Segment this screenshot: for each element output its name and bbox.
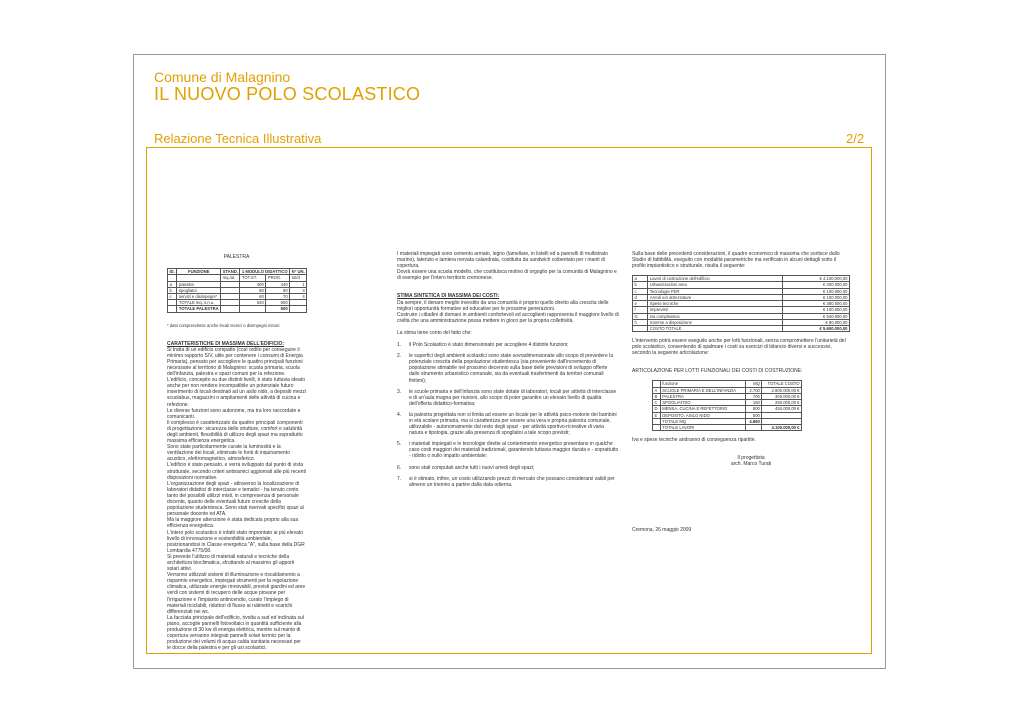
signature-title: Il progettista xyxy=(737,455,765,462)
table-cell: servizi e disimpegni* xyxy=(177,293,221,299)
paragraph: L'organizzazione degli spazi - attraverso la localizzazione di laboratori didattici di interclasse e tematici - ha tenuto conto tanto dei possibili utilizzi misti, in compresenza di personale docente, quanto delle eventuali future crescite della popolazione studentesca. Sono stati riservati specifici spazi al personale docente ed ATA. xyxy=(167,480,304,518)
paragraph: Sono state particolarmente curate la luminosità e la ventilazione dei locali, eliminate le fonti di inquinamento acustico, elettromagnetico, atmosferico. xyxy=(167,444,290,463)
table-header-row xyxy=(168,269,307,275)
list-item xyxy=(397,465,619,471)
page-number: 2/2 xyxy=(846,131,865,146)
table-cell: 70 xyxy=(266,293,290,299)
table-cell: B xyxy=(653,393,661,399)
column-middle xyxy=(397,251,619,493)
lots-table xyxy=(652,380,802,431)
table-cell xyxy=(653,424,661,430)
table-cell: c xyxy=(633,288,648,294)
table-cell: 60 xyxy=(240,293,266,299)
table-cell: TOTALE mq. s.n.u. xyxy=(177,300,221,306)
table-cell: 600 xyxy=(266,300,290,306)
palestra-table xyxy=(167,268,307,312)
table-cell: c xyxy=(168,293,177,299)
table-cell: palestra xyxy=(177,281,221,287)
table-cell: h xyxy=(633,319,648,325)
table-cell: D xyxy=(653,406,661,412)
table-cell: b xyxy=(168,287,177,293)
table-cell: MQ xyxy=(746,381,762,387)
paragraph: L'intero polo scolastico è infatti stato improntato ai più elevato livello di innovazione e sostenibilità ambientale, posizionandosi in Classe energetica "A", sulla base della DGR Lombardia 4775/08. xyxy=(167,529,305,554)
table-cell xyxy=(290,306,307,312)
table-cell: € 540.000,00 xyxy=(782,313,849,319)
table-row xyxy=(653,387,802,393)
table-cell: TOTALE MQ xyxy=(660,418,746,424)
paragraph: Iva e spese tecniche andranno di conseguenza ripartite. xyxy=(632,437,756,444)
table-cell: b xyxy=(633,282,648,288)
paragraph: Dovrà essere una scuola modello, che costituisca motivo di orgoglio per la comunità di Malagnino e di esempio per l'intero territorio cremonese. xyxy=(397,269,617,282)
list-number: 2. xyxy=(397,353,402,360)
table-cell: Lavori di costruzione dell'edificio xyxy=(648,276,782,282)
list-item xyxy=(397,441,619,459)
list-item xyxy=(397,476,619,488)
table-cell: tot/d xyxy=(290,275,307,281)
table-cell: 540 xyxy=(240,300,266,306)
paragraph: La facciata principale dell'edificio, rivolta a sud ed inclinata sul piano, accoglie pannelli fotovoltaici in quantità sufficiente alla produzione di 30 kw di energia elettrica, mentre sul manto di copertura verranno integrati pannelli solari termici per la produzione dei volumi di acqua calda sanitaria necessari per le docce della palestra e per gli usi scolastici. xyxy=(167,614,304,652)
section-title: Relazione Tecnica Illustrativa xyxy=(154,131,322,146)
column-left xyxy=(167,254,306,651)
table-cell: 90 xyxy=(266,287,290,293)
table-cell: MENSA, CUCINA E REFETTORIO xyxy=(660,406,746,412)
table-cell: Tecnologie FER xyxy=(648,288,782,294)
table-cell: 3 xyxy=(290,287,307,293)
table-caption: PALESTRA xyxy=(223,254,250,260)
comune-label: Comune di Malagnino xyxy=(154,69,291,85)
list-number: 5. xyxy=(397,441,402,448)
list-text: i materiali impiegati e le tecnologie dirette al contenimento energetico presentano in qualche caso costi maggiori dei materiali tradizionali, garantendo tuttavia maggior durata e - soprattutto - ridotto o nullo impatto ambientale; xyxy=(409,441,619,460)
paragraph: L'edificio è stato pensato, e verrà sviluppato dal punto di vista strutturale, secondo criteri antisismici aggiornati alle più recenti disposizioni normative. xyxy=(167,462,306,481)
list-number: 3. xyxy=(397,388,402,395)
table-cell: 4.860 xyxy=(746,418,762,424)
table-cell: 600 xyxy=(266,306,290,312)
table-cell: e xyxy=(633,301,648,307)
table-cell: G xyxy=(633,313,648,319)
paragraph: Da sempre, il denaro meglio investito da una comunità è proprio quello diretto alla crescita delle migliori opportunità formative ed educative per le prossime generazioni. xyxy=(397,299,609,312)
paragraph: L'edificio, concepito su due distinti livelli, è stato tuttavia ideato anche per non rendere incompatibile un potenziale futuro inserimento di locali destinati ad un asilo nido, a depositi mezzi scuolabus, magazzini o ampliamenti delle attività di cucina e refezione. xyxy=(167,377,306,408)
table-cell: Urbanizzazioni area xyxy=(648,282,782,288)
column-right xyxy=(632,251,850,533)
table-cell xyxy=(240,306,266,312)
table-cell: Imprevisti xyxy=(648,307,782,313)
list-text: sono stati computati anche tutti i nuovi arredi degli spazi; xyxy=(409,464,535,471)
table-cell: 160 xyxy=(746,400,762,406)
paragraph: Si tratta di un edificio compatto (così ordito per conseguire il minimo rapporto S/V, utile per contenere i consumi di Energia Primaria), pensato per accogliere le quattro principali funzioni necessarie al territorio di Malagnino: scuola primaria, scuola dell'infanzia, palestra e spazi comuni per la refezione. xyxy=(167,346,303,378)
table-cell: C xyxy=(653,400,661,406)
list-number: 1. xyxy=(397,342,402,349)
table-cell xyxy=(221,306,240,312)
table-header-cell: FUNZIONE xyxy=(177,269,221,275)
table-cell: TOTALE PALESTRA xyxy=(178,306,219,312)
section-heading: STIMA SINTETICA DI MASSIMA DEI COSTI: xyxy=(397,293,500,300)
table-cell: 700 xyxy=(746,393,762,399)
list-text: la palestra progettata non si limita ad essere un locale per le attività psico-motorie dei bambini in età scolare primaria, ma si caratterizza per essere una vera e propria palestra comunale, utilizzabile - autonomamente dal resto degli spazi - per attività sportivo-ricreative di varia natura e tipologia, grazie alla presenza di spogliatoi a tale scopo previsti; xyxy=(409,411,617,437)
paragraph: La stima tiene conto del fatto che: xyxy=(397,329,472,336)
table-cell: € 100.000,00 xyxy=(782,307,849,313)
paragraph: L'intervento potrà essere eseguito anche per lotti funzionali, senza compromettere l'unitarietà del polo scolastico, consentendo di spalmare i costi su esercizi di bilancio diversi e successivi, secondo la seguente articolazione: xyxy=(632,338,846,357)
paragraph: Il complesso è caratterizzato da quattro principali componenti di progettazione: sicurezza delle strutture, comfort e salubrità degli ambienti, flessibilità di utilizzo degli spazi ma soprattutto massima efficienza energetica. xyxy=(167,419,303,445)
table-cell: TOTALE LAVORI xyxy=(660,424,746,430)
list-item xyxy=(397,389,619,407)
table-cell: Spese tecniche xyxy=(648,301,782,307)
table-cell: Arredi e/o attrezzature xyxy=(648,294,782,300)
list-number: 7. xyxy=(397,475,402,482)
table-cell: SCUOLE PRIMARIA E DELL'INFANZIA xyxy=(660,387,746,393)
table-cell: TOT.ST. xyxy=(240,275,266,281)
table-header-cell: 1 MODULO DIDATTICO xyxy=(241,269,288,275)
table-cell: 440 xyxy=(266,281,290,287)
table-cell: 2.900.000,00 € xyxy=(762,387,802,393)
table-cell: € 380.000,00 xyxy=(782,301,849,307)
table-cell xyxy=(633,325,648,331)
table-cell: 1 xyxy=(290,281,307,287)
table-cell: 4.100.000,00 € xyxy=(762,424,802,430)
list-text: le scuole primaria e dell'infanzia sono state dotate di laboratori, locali per attività di interclasse e di un'aula magna per riunioni, allo scopo di poter garantire un elevato livello di qualità dell'offerta didattico-formativa; xyxy=(409,388,617,407)
table-cell: A xyxy=(653,387,661,393)
table-footnote: * dato comprendente anche locali tecnici e disimpegni minori. xyxy=(167,322,281,328)
paragraph: Le diverse funzioni sono autonome, ma tra loro raccordate e comunicanti. xyxy=(167,407,301,420)
table-total-row xyxy=(653,424,802,430)
table-cell: € 80.000,00 xyxy=(782,319,849,325)
table-cell: € 200.000,00 xyxy=(782,282,849,288)
table-cell: € 5.600.000,00 xyxy=(782,325,849,331)
table-header-cell: N° UN. xyxy=(291,269,305,275)
paragraph: Sulla base delle precedenti considerazioni, il quadro economico di massima che sortisce dallo Studio di fattibilità, eseguito con modalità parametriche ma verificato in alcuni dettagli sotto il profilo impiantistico e strutturale, risulta il seguente: xyxy=(632,251,840,270)
table-cell: funzione xyxy=(660,381,746,387)
paragraph: Ma la maggiore attenzione è stata dedicata proprio alla sua efficienza energetica. xyxy=(167,517,299,530)
list-text: si è stimato, infine, un costo utilizzando prezzi di mercato che possano considerarsi validi per almeno un triennio a partire dalla data odierna. xyxy=(409,475,615,488)
table-cell: 500 xyxy=(746,412,762,418)
table-cell: 2.700 xyxy=(746,387,762,393)
table-cell: COSTO TOTALE xyxy=(648,325,782,331)
table-cell: 400 xyxy=(240,281,266,287)
table-cell: Iva complessiva xyxy=(648,313,782,319)
table-cell: E xyxy=(653,412,661,418)
table-total-row xyxy=(633,325,850,331)
list-number: 6. xyxy=(397,464,402,471)
list-item xyxy=(397,342,619,348)
paragraph: Costruire i cittadini di domani in ambienti confortevoli ed accoglienti rappresenta il maggiore livello di civiltà che una amministrazione possa mettere in gioco per la propria collettività. xyxy=(397,311,619,324)
table-cell: spogliatoi xyxy=(177,287,221,293)
document-date: Cremona, 26 maggio 2009 xyxy=(632,527,692,534)
table-cell: SPOGLIATOIO xyxy=(660,400,746,406)
signature-name: arch. Marco Turati xyxy=(730,461,772,468)
table-cell: Somme a disposizione xyxy=(648,319,782,325)
cost-table xyxy=(632,275,850,332)
section-heading: ARTICOLAZIONE PER LOTTI FUNZIONALI DEI COSTI DI COSTRUZIONE: xyxy=(632,368,803,375)
table-cell: 800 xyxy=(746,406,762,412)
table-cell: 300.000,00 € xyxy=(762,393,802,399)
table-cell: PROG. xyxy=(266,275,290,281)
list-text: il Polo Scolastico è stato dimensionato per accogliere 4 distinte funzioni; xyxy=(409,342,569,349)
table-cell: 80 xyxy=(240,287,266,293)
list-item xyxy=(397,412,619,436)
table-cell: DEPOSITO, ASILO NIDO xyxy=(660,412,746,418)
document-title: IL NUOVO POLO SCOLASTICO xyxy=(154,84,421,104)
table-row xyxy=(653,406,802,412)
table-cell xyxy=(746,424,762,430)
paragraph: Si prevede l'utilizzo di materiali naturali e tecniche della architettura bioclimatica, sfruttando al massimo gli apporti solari attivi. xyxy=(167,553,295,573)
table-cell: a xyxy=(168,281,177,287)
table-cell: 4 xyxy=(290,293,307,299)
table-cell: d xyxy=(633,294,648,300)
list-text: le superfici degli ambienti scolastici sono state sovradimensionate allo scopo di prevedere la potenziale crescita della popolazione studentesca (sia proveniente dall'incremento di popolazione stimabile nel prossimo decennio sulla base delle previsioni di sviluppo offerte dallo strumento urbanistico comunale, sia da eventuali trasferimenti da territori comunali finitimi); xyxy=(409,353,613,384)
table-cell: € 100.000,00 xyxy=(782,288,849,294)
table-header-cell: ID. xyxy=(169,269,175,275)
table-total-row xyxy=(168,306,307,312)
table-cell: € 4.100.000,00 xyxy=(782,276,849,282)
table-cell: a xyxy=(633,276,648,282)
table-header-cell: STAND. xyxy=(222,269,238,275)
table-cell: PALESTRA xyxy=(660,393,746,399)
list-item xyxy=(397,353,619,383)
paragraph: Verranno utilizzati sistemi di illuminazione e riscaldamento a risparmio energetico, impiegati strumenti per la regolazione climatica, utilizzate energie rinnovabili, previsti giardini ed aree verdi con sistemi di recupero delle acque piovane per l'irrigazione e l'impianto antincendio, curato l'impiego di materiali riciclabili, riduttori di flusso ai rubinetti e scarichi differenziati nei wc. xyxy=(167,572,306,615)
table-cell: 250.000,00 € xyxy=(762,400,802,406)
table-cell: € 100.000,00 xyxy=(782,294,849,300)
table-cell xyxy=(168,306,177,312)
table-cell: TOTALE COSTO xyxy=(762,381,802,387)
table-cell: 450.000,00 € xyxy=(762,406,802,412)
table-cell: mq./al. xyxy=(221,275,240,281)
section-heading: CARATTERISTICHE DI MASSIMA DELL'EDIFICIO: xyxy=(167,340,285,347)
table-cell: f xyxy=(633,307,648,313)
paragraph: I materiali impiegati sono cemento armato, legno (lamellare, in listelli ed a pannelli di multistrato marino), laterizio e lamiera nervata calandrata, costituita da sandwich coibentato per i manti di copertura. xyxy=(397,251,608,270)
list-number: 4. xyxy=(397,411,402,418)
